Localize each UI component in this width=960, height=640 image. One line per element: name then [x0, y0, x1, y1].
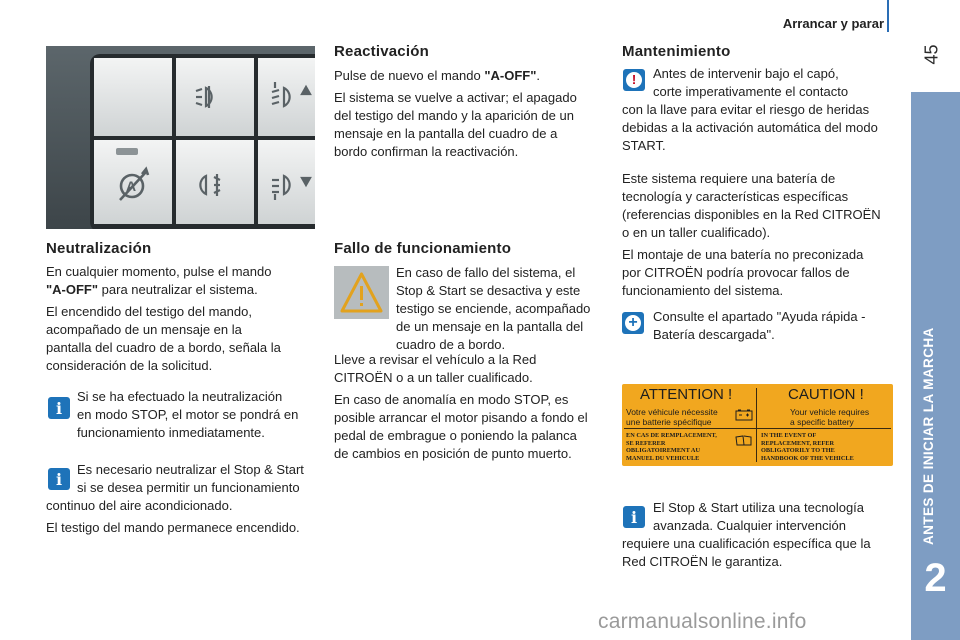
plus-icon: + [622, 312, 644, 334]
manual-icon [735, 435, 753, 446]
battery-icon [735, 409, 753, 421]
label-caution: CAUTION ! [788, 386, 864, 403]
label-fr-text: Votre véhicule nécessite une batterie spécifique [626, 407, 718, 427]
malfunction-heading: Fallo de funcionamiento [334, 240, 512, 257]
technology-note-tail: requiere una cualificación específica que la Red CITROËN le garantiza. [622, 536, 871, 569]
malfunction-text: En caso de fallo del sistema, el Stop & Start se desactiva y este testigo se enciende, acompañado de un mensaje en la pantalla del cuadro de a bordo. [396, 265, 591, 352]
info-icon: i [623, 506, 645, 528]
label-en-small: IN THE EVENT OF REPLACEMENT, REFER OBLIGATORILY TO THE HANDBOOK OF THE VEHICLE [761, 432, 854, 462]
label-fr-small: EN CAS DE REMPLACEMENT, SE REFERER OBLIGATOIREMENT AU MANUEL DU VEHICULE [626, 432, 717, 462]
reactivation-heading: Reactivación [334, 43, 429, 60]
neutralization-heading: Neutralización [46, 240, 152, 257]
header-rule [887, 0, 889, 32]
label-attention: ATTENTION ! [640, 386, 733, 403]
control-panel-illustration [46, 46, 315, 229]
maintenance-warning-tail: con la llave para evitar el riesgo de heridas debidas a la activación automática del modo START. [622, 102, 878, 153]
consult-reference: Consulte el apartado "Ayuda rápida - Batería descargada". [653, 309, 866, 342]
label-en-text: Your vehicle requires a specific battery [790, 407, 870, 427]
page-number: 45 [921, 44, 942, 65]
warning-lamp-image [334, 266, 389, 319]
control-panel-photo [46, 46, 315, 229]
info-icon: i [48, 468, 70, 490]
note-air-conditioning: Es necesario neutralizar el Stop & Start si se desea permitir un funcionamiento [77, 462, 304, 495]
maintenance-warning: Antes de intervenir bajo el capó, corte imperativamente el contacto [653, 66, 849, 99]
malfunction-text-2: Lleve a revisar el vehículo a la Red CITROËN o a un taller cualificado. En caso de anomalía en modo STOP, es posible arrancar el motor pisando a fondo el pedal de embrague o poniendo la palanca de cambios en posición de punto muerto. [334, 352, 588, 461]
watermark: carmanualsonline.info [598, 610, 807, 633]
section-title: Arrancar y parar [782, 16, 884, 31]
maintenance-heading: Mantenimiento [622, 43, 731, 60]
warning-icon: ! [623, 69, 645, 91]
warning-triangle-icon [334, 266, 389, 319]
note-neutralization-stop: Si se ha efectuado la neutralización en modo STOP, el motor se pondrá en funcionamiento inmediatamente. [77, 389, 299, 440]
battery-requirement-text: Este sistema requiere una batería de tecnología y características específicas (referencias disponibles en la Red CITROËN o en un taller cualificado). El montaje de una batería no preconizada por CITROËN podría provocar fallos de funcionamiento del sistema. [622, 171, 881, 298]
info-icon: i [48, 397, 70, 419]
technology-note: El Stop & Start utiliza una tecnología avanzada. Cualquier intervención [653, 500, 865, 533]
chapter-number: 2 [924, 556, 947, 600]
chapter-title [921, 545, 941, 555]
note-air-conditioning-tail: continuo del aire acondicionado. El testigo del mando permanece encendido. [46, 498, 300, 535]
reactivation-text: Pulse de nuevo el mando "A-OFF". El sistema se vuelve a activar; el apagado del testigo del mando y la aparición de un mensaje en la pantalla del cuadro de a bordo confirman la reactivación. [334, 68, 577, 159]
battery-warning-label [622, 384, 893, 466]
neutralization-text: En cualquier momento, pulse el mando "A-OFF" para neutralizar el sistema. El encendido del testigo del mando, acompañado de un mensaje en la pantalla del cuadro de a bordo, señala la consideración de la solicitud. [46, 264, 281, 373]
svg-text:A: A [126, 178, 137, 194]
